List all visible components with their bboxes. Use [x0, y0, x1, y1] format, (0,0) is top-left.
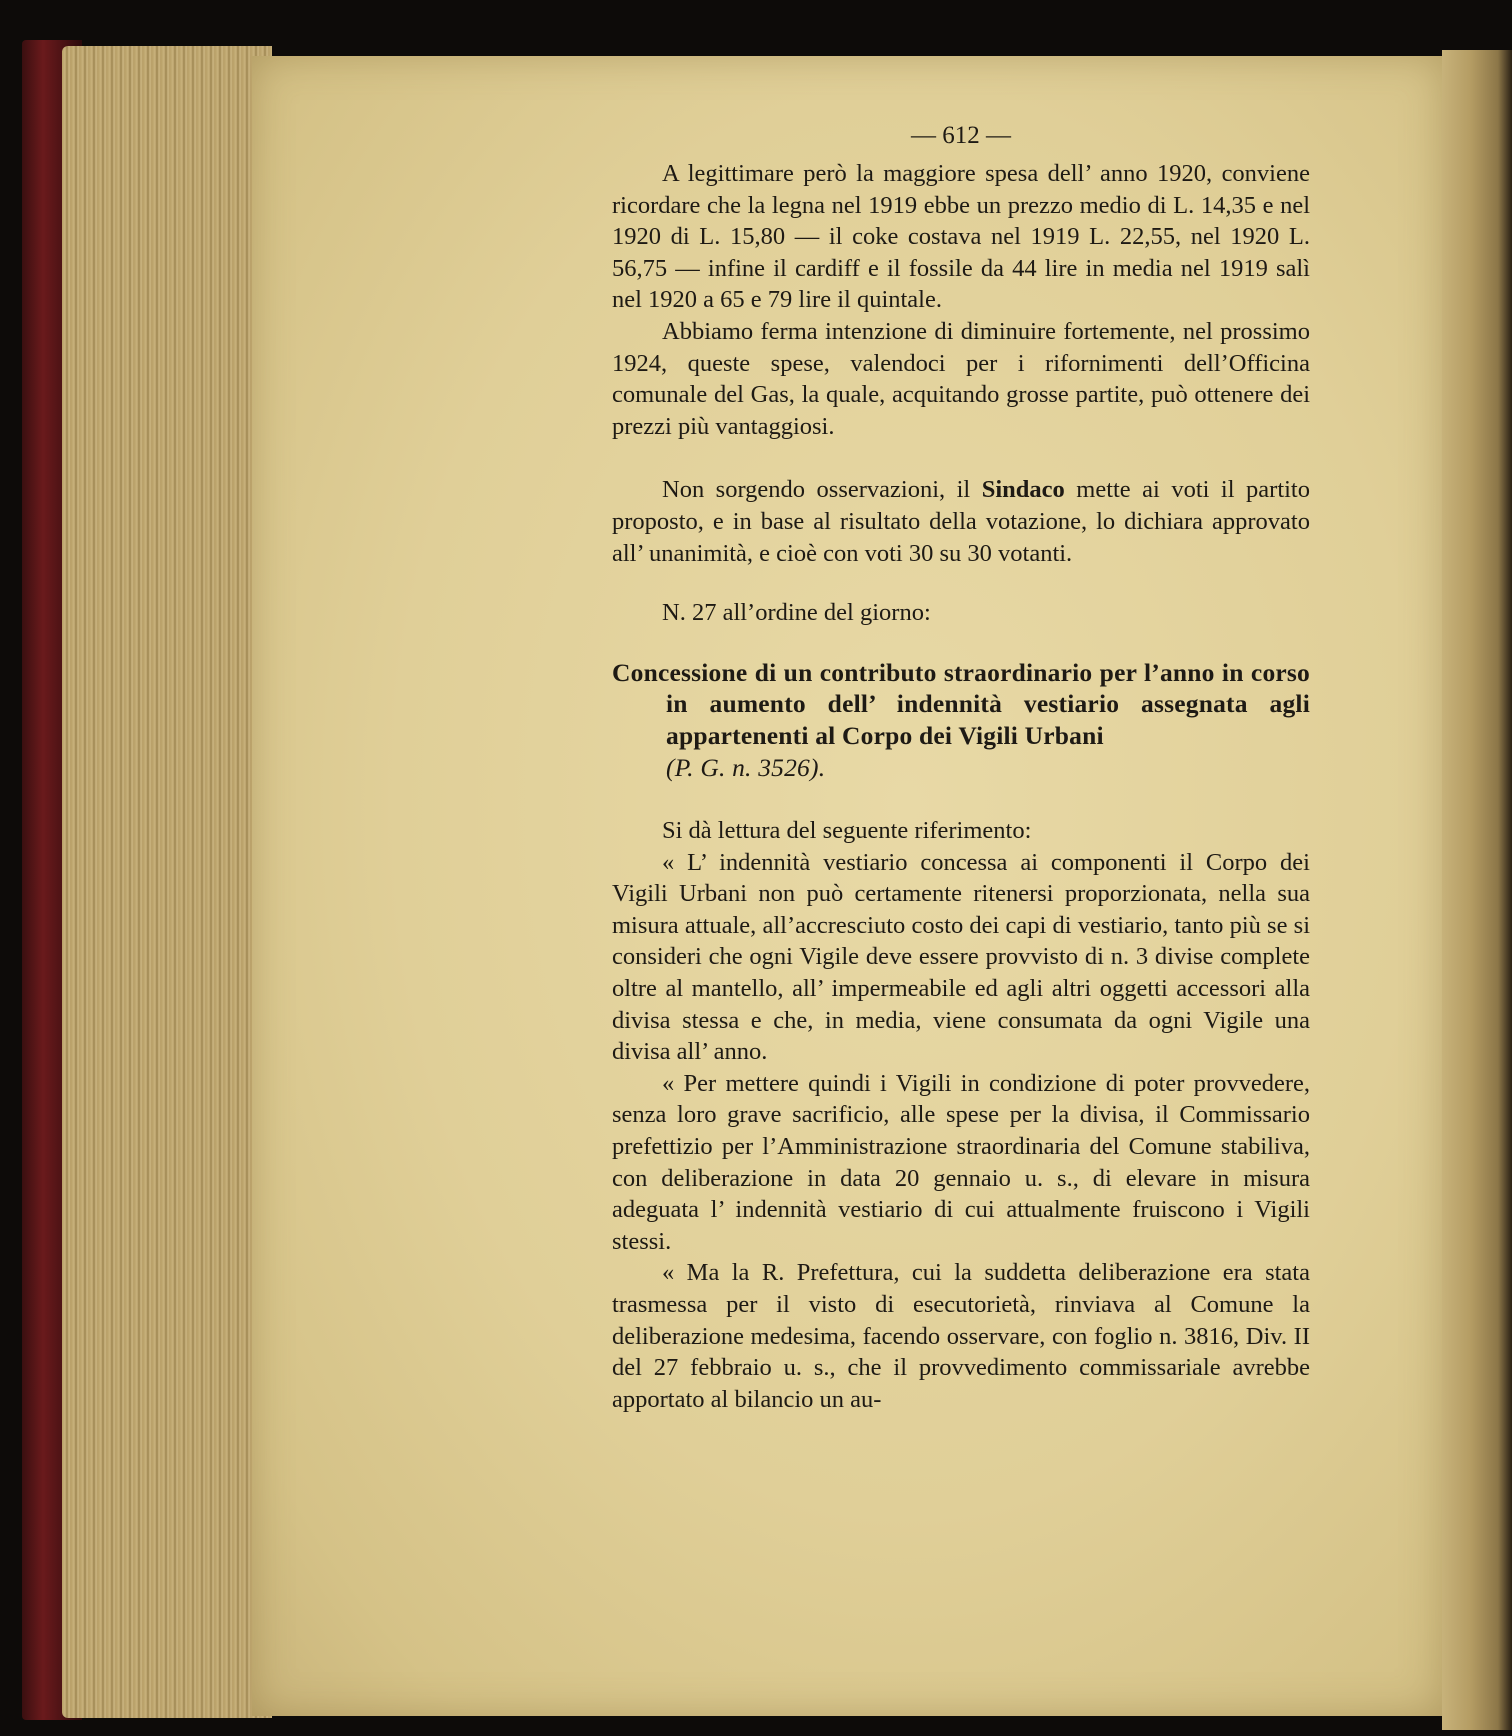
spacer: [612, 442, 1310, 474]
vote-text-after: mette ai voti il partito proposto, e in base al risultato della votazione, lo dichiara approvato all’ unanimità, e cioè con voti 30 su 30 votanti.: [612, 476, 1310, 567]
paragraph: « L’ indennità vestiario concessa ai componenti il Corpo dei Vigili Urbani non può certamente ritenersi proporzionata, nella sua misura attuale, all’accresciuto costo dei capi di vestiario, tanto più se si consideri che ogni Vigile deve essere provvisto di n. 3 divise complete oltre al mantello, all’ impermeabile ed agli altri oggetti accessori alla divisa stessa e che, in media, viene consumata da ogni Vigile una divisa all’ anno.: [612, 848, 1310, 1066]
heading-title: Concessione di un contributo straordinario per l’anno in corso in aumento dell’ indennità vestiario assegnata agli appartenenti al Corpo dei Vigili Urbani: [612, 657, 1310, 750]
heading-reference: (P. G. n. 3526).: [666, 752, 826, 782]
paragraph: « Ma la R. Prefettura, cui la suddetta deliberazione era stata trasmessa per il visto di esecutorietà, rinviava al Comune la deliberazione medesima, facendo osservare, con foglio n. 3816, Div. II del 27 febbraio u. s., che il provvedimento commissariale avrebbe apportato al bilancio un au-: [612, 1259, 1310, 1413]
vote-paragraph: [612, 474, 1310, 569]
paragraph: Si dà lettura del seguente riferimento:: [662, 817, 1032, 845]
agenda-item: N. 27 all’ordine del giorno:: [662, 599, 931, 627]
paragraph: « Per mettere quindi i Vigili in condizione di poter provvedere, senza loro grave sacrificio, alle spese per la divisa, il Commissario prefettizio per l’Amministrazione straordinaria del Comune stabiliva, con deliberazione in data 20 gennaio u. s., di elevare in misura adeguata l’ indennità vestiario di cui attualmente fruiscono i Vigili stessi.: [612, 1069, 1310, 1255]
page-edges: [62, 46, 272, 1718]
spacer: [612, 569, 1310, 597]
page-gutter: [1442, 50, 1512, 1730]
paragraph: Abbiamo ferma intenzione di diminuire fortemente, nel prossimo 1924, queste spese, valendoci per i rifornimenti dell’Officina comunale del Gas, la quale, acquitando grosse partite, può ottenere dei prezzi più vantaggiosi.: [612, 317, 1310, 440]
vote-speaker: Sindaco: [981, 476, 1065, 504]
section-heading: [612, 657, 1310, 783]
paragraph: A legittimare però la maggiore spesa dell’ anno 1920, conviene ricordare che la legna nel 1919 ebbe un prezzo medio di L. 14,35 e nel 1920 di L. 15,80 — il coke costava nel 1919 L. 22,55, nel 1920 L. 56,75 — infine il cardiff e il fossile da 44 lire in media nel 1919 salì nel 1920 a 65 e 79 lire il quintale.: [612, 160, 1310, 314]
page-number: — 612 —: [911, 122, 1011, 149]
spacer: [612, 783, 1310, 815]
vote-text-before: Non sorgendo osservazioni, il: [662, 476, 982, 504]
page-text: [612, 120, 1310, 1415]
spacer: [612, 629, 1310, 657]
